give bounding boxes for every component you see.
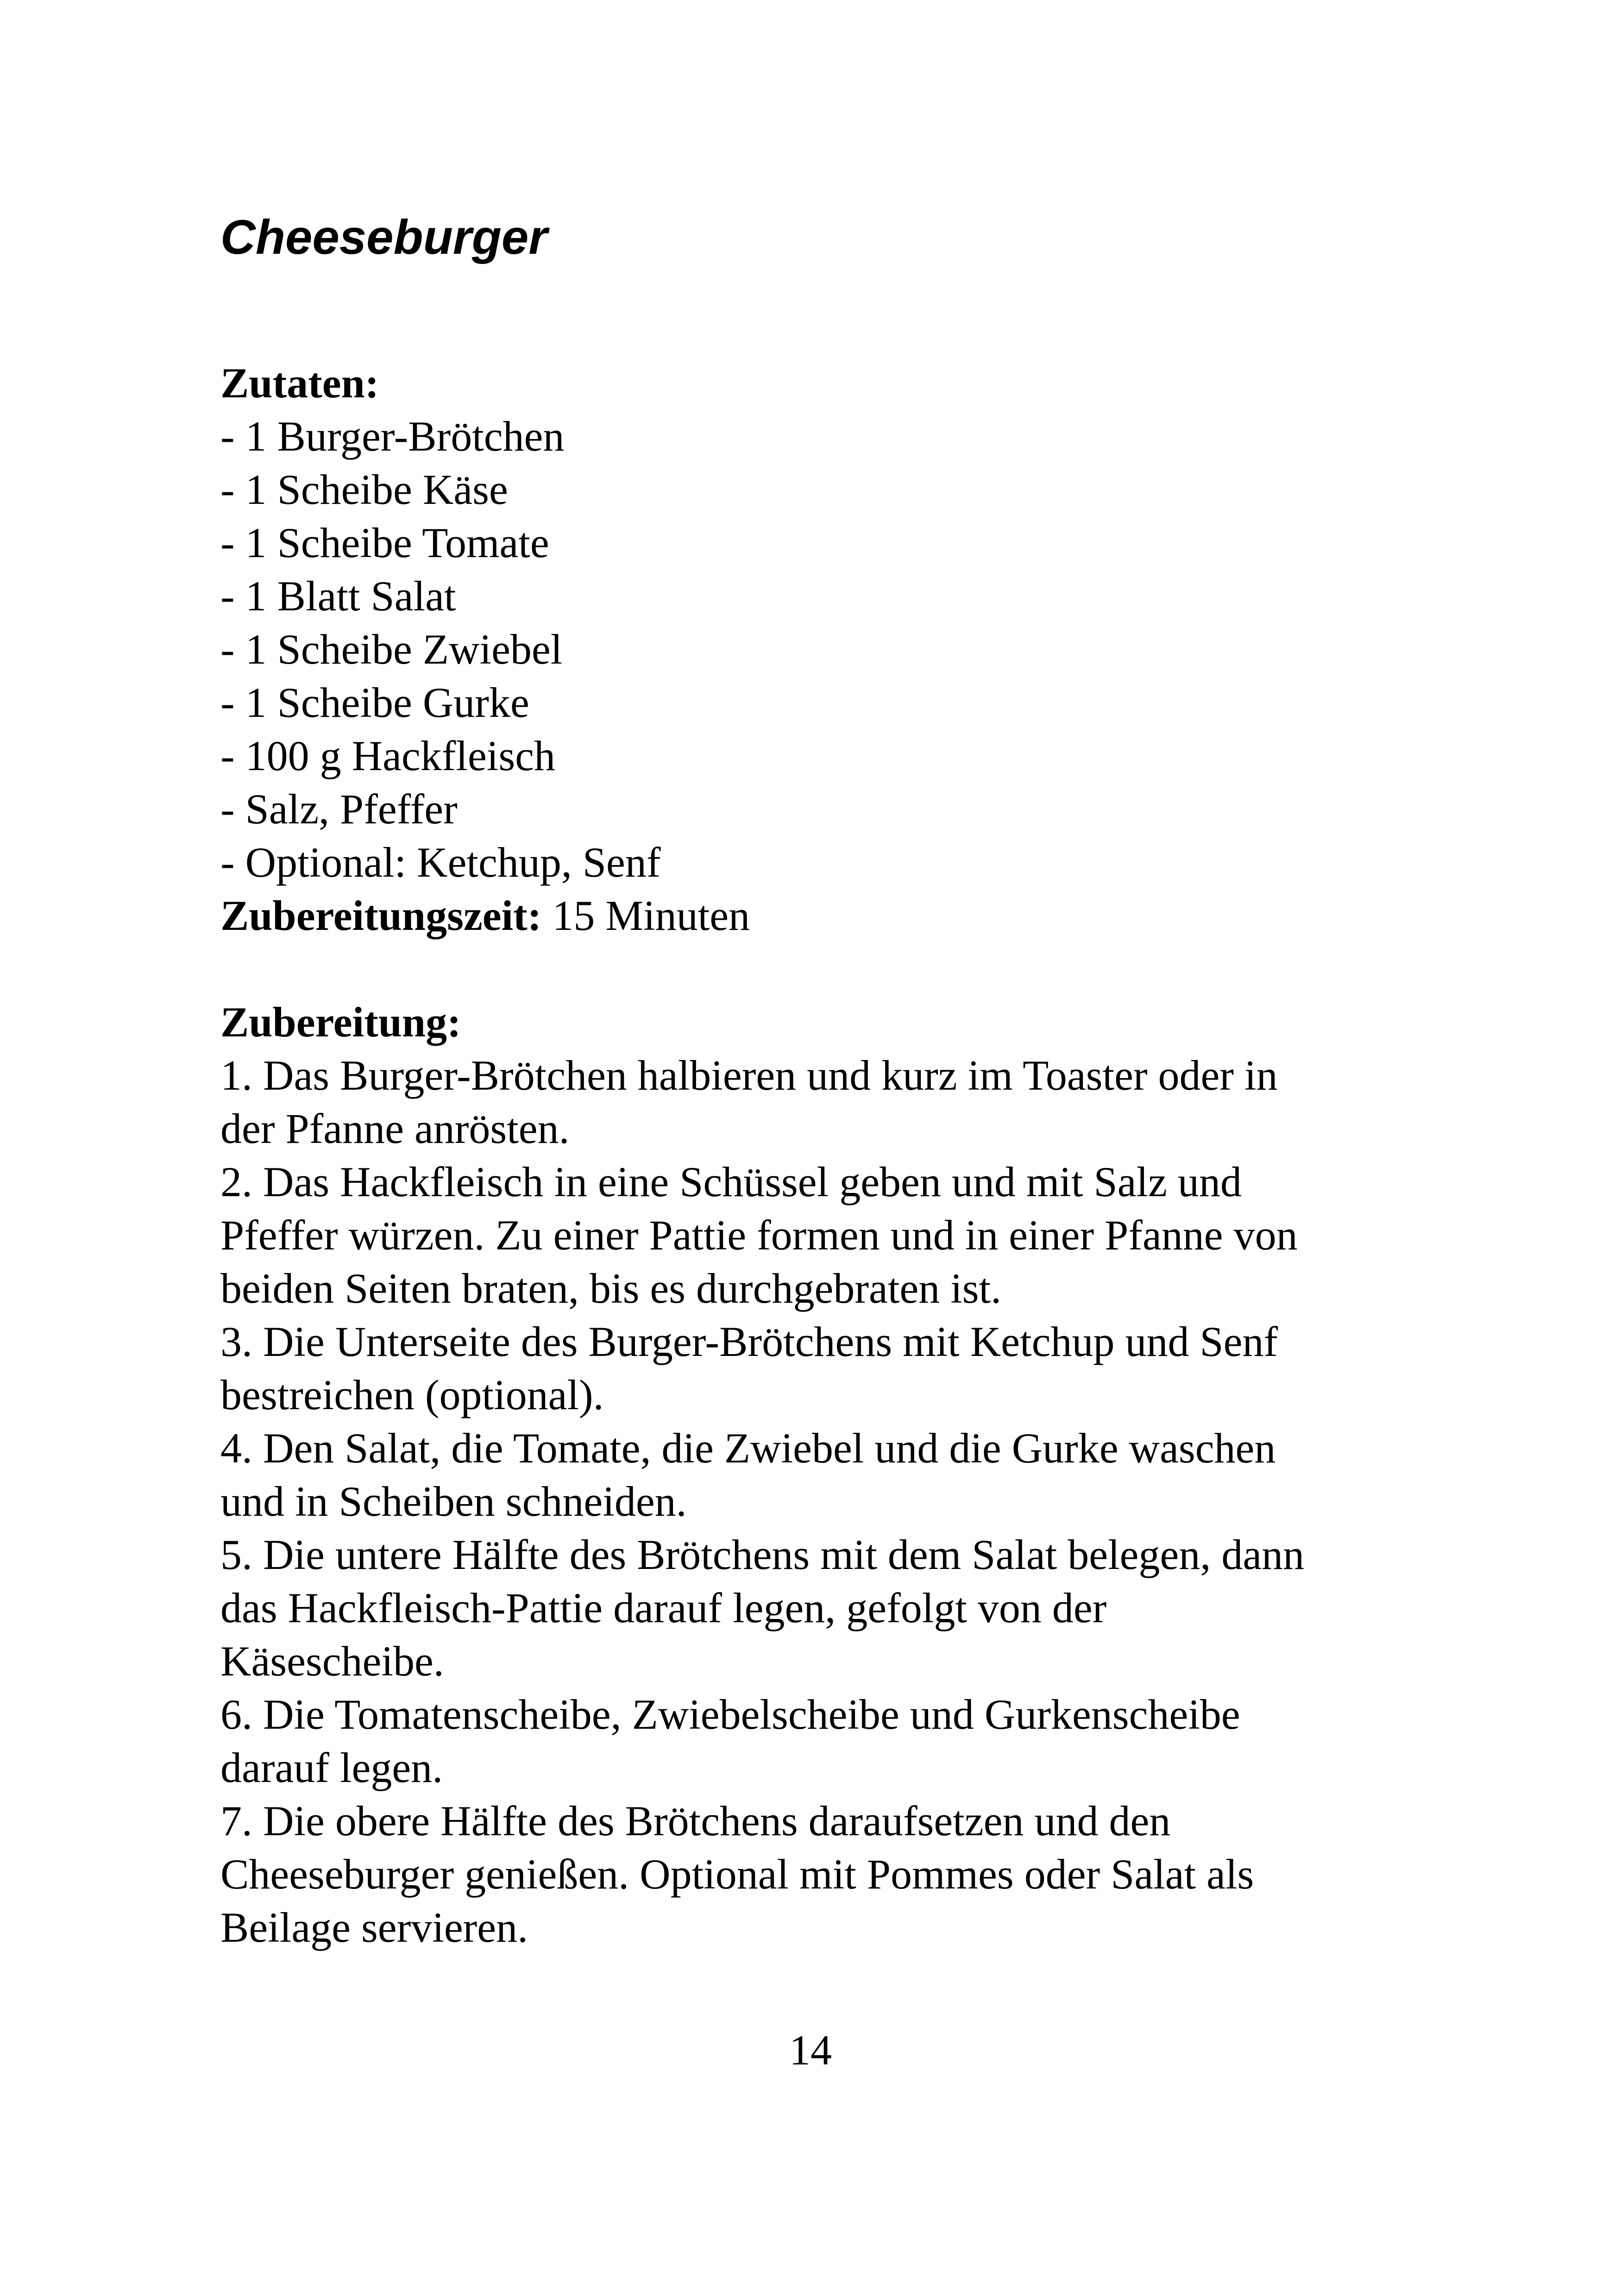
- preparation-line: Beilage servieren.: [220, 1904, 528, 1951]
- preparation-line: 5. Die untere Hälfte des Brötchens mit dem Salat belegen, dann: [220, 1531, 1305, 1578]
- preparation-heading: Zubereitung:: [220, 998, 461, 1046]
- preparation-line: 4. Den Salat, die Tomate, die Zwiebel und die Gurke waschen: [220, 1424, 1276, 1472]
- section-spacer: [220, 942, 1471, 996]
- preparation-steps: [220, 1049, 1471, 1954]
- preparation-line: Pfeffer würzen. Zu einer Pattie formen und in einer Pfanne von: [220, 1211, 1298, 1259]
- ingredient-item: - 1 Burger-Brötchen: [220, 413, 565, 460]
- recipe-content: [220, 357, 1471, 1954]
- preparation-line: Käsescheibe.: [220, 1637, 444, 1685]
- prep-time-label: Zubereitungszeit:: [220, 892, 542, 939]
- preparation-line: bestreichen (optional).: [220, 1371, 604, 1418]
- preparation-line: das Hackfleisch-Pattie darauf legen, gefolgt von der: [220, 1584, 1107, 1631]
- preparation-line: darauf legen.: [220, 1744, 443, 1791]
- preparation-line: Cheeseburger genießen. Optional mit Pommes oder Salat als: [220, 1851, 1254, 1898]
- preparation-line: 2. Das Hackfleisch in eine Schüssel geben und mit Salz und: [220, 1158, 1242, 1205]
- ingredients-list: [220, 410, 1471, 889]
- preparation-line: 6. Die Tomatenscheibe, Zwiebelscheibe und Gurkenscheibe: [220, 1691, 1240, 1738]
- preparation-line: 1. Das Burger-Brötchen halbieren und kurz im Toaster oder in: [220, 1052, 1278, 1099]
- preparation-line: beiden Seiten braten, bis es durchgebraten ist.: [220, 1265, 1002, 1312]
- ingredient-item: - 1 Blatt Salat: [220, 572, 456, 620]
- preparation-line: und in Scheiben schneiden.: [220, 1478, 687, 1525]
- prep-time: [220, 889, 1471, 942]
- page-number: 14: [789, 2026, 832, 2074]
- ingredients-heading: Zutaten:: [220, 359, 379, 407]
- ingredient-item: - 100 g Hackfleisch: [220, 732, 555, 779]
- ingredient-item: - Salz, Pfeffer: [220, 785, 458, 833]
- preparation-line: der Pfanne anrösten.: [220, 1105, 570, 1152]
- ingredient-item: - 1 Scheibe Käse: [220, 466, 508, 513]
- ingredient-item: - 1 Scheibe Zwiebel: [220, 626, 563, 673]
- ingredient-item: - Optional: Ketchup, Senf: [220, 839, 661, 886]
- recipe-title: Cheeseburger: [220, 210, 548, 264]
- ingredient-item: - 1 Scheibe Gurke: [220, 679, 529, 726]
- preparation-line: 3. Die Unterseite des Burger-Brötchens mit Ketchup und Senf: [220, 1318, 1278, 1365]
- ingredient-item: - 1 Scheibe Tomate: [220, 519, 549, 566]
- prep-time-value: 15 Minuten: [541, 892, 750, 939]
- preparation-line: 7. Die obere Hälfte des Brötchens daraufsetzen und den: [220, 1797, 1171, 1844]
